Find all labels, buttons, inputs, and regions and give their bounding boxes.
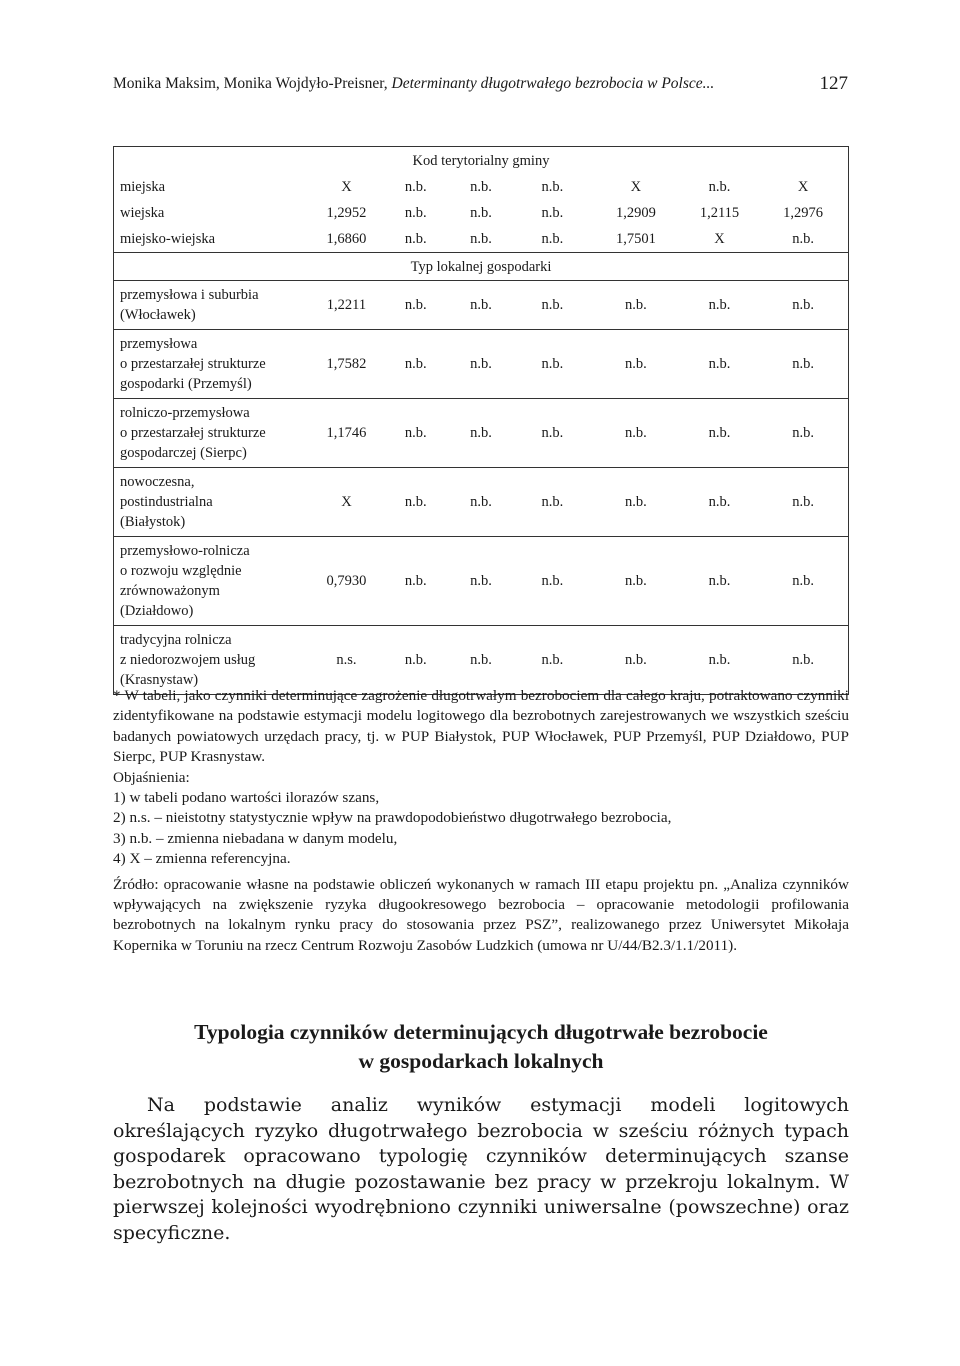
section-title: Kod terytorialny gminy — [114, 147, 849, 175]
table-cell: n.b. — [470, 205, 492, 221]
table-row — [114, 226, 849, 253]
section-heading-line: w gospodarkach lokalnych — [358, 1049, 604, 1073]
table-cell: n.b. — [758, 281, 848, 330]
table-cell: n.b. — [681, 537, 758, 626]
table-cell: 1,6860 — [326, 231, 367, 247]
table-cell: n.b. — [514, 330, 591, 399]
table-cell: n.b. — [383, 468, 448, 537]
table-cell: n.b. — [591, 399, 681, 468]
table-cell: n.b. — [681, 399, 758, 468]
table-section-header — [114, 253, 849, 281]
table-cell: X — [310, 468, 383, 537]
table-cell: n.b. — [383, 330, 448, 399]
table-cell: 0,7930 — [310, 537, 383, 626]
table-cell: 1,2976 — [783, 205, 824, 221]
table-cell: n.b. — [470, 179, 492, 195]
row-label: rolniczo-przemysłowa o przestarzałej strukturze gospodarczej (Sierpc) — [114, 399, 310, 468]
row-label: przemysłowa i suburbia (Włocławek) — [114, 281, 310, 330]
table-row — [114, 399, 849, 468]
table-cell: n.b. — [514, 468, 591, 537]
table-cell: n.b. — [591, 281, 681, 330]
table-cell: n.b. — [681, 281, 758, 330]
header-article-title: Determinanty długotrwałego bezrobocia w Polsce... — [391, 75, 715, 92]
page-number: 127 — [819, 73, 848, 94]
table-cell: n.b. — [383, 399, 448, 468]
table-cell: X — [341, 179, 352, 195]
table-cell: 1,7501 — [615, 231, 656, 247]
row-label: wiejska — [120, 205, 165, 221]
table-cell: 1,2952 — [326, 205, 367, 221]
table-cell: n.b. — [383, 281, 448, 330]
table-cell: n.b. — [448, 537, 513, 626]
table-row — [114, 537, 849, 626]
table-cell: n.b. — [792, 231, 814, 247]
results-table — [113, 146, 849, 695]
table-cell: n.b. — [404, 205, 427, 221]
table-cell: 1,2211 — [310, 281, 383, 330]
table-cell: X — [797, 179, 809, 195]
table-cell: 1,2909 — [615, 205, 656, 221]
table-cell: n.s. — [310, 626, 383, 695]
table-notes — [113, 686, 849, 956]
table-cell: n.b. — [404, 179, 427, 195]
section-heading — [113, 1018, 849, 1076]
table-cell: n.b. — [541, 179, 564, 195]
table-cell: n.b. — [383, 537, 448, 626]
explanation-item: 4) X – zmienna referencyjna. — [113, 850, 291, 868]
table-cell: n.b. — [758, 626, 848, 695]
table-cell: n.b. — [591, 468, 681, 537]
table-cell: X — [630, 179, 642, 195]
table-row — [114, 281, 849, 330]
table-row — [114, 468, 849, 537]
table-cell: n.b. — [404, 231, 427, 247]
table-row — [114, 330, 849, 399]
table-row — [114, 174, 849, 200]
table-cell: n.b. — [708, 179, 731, 195]
table-cell: n.b. — [383, 626, 448, 695]
section-heading-line: Typologia czynników determinujących długotrwałe bezrobocie — [194, 1020, 768, 1044]
explanation-item: 1) w tabeli podano wartości ilorazów szans, — [113, 789, 380, 807]
table-row — [114, 626, 849, 695]
body-paragraph: Na podstawie analiz wyników estymacji modeli logitowych określających ryzyko długotrwałego bezrobocia w sześciu różnych typach gospodarek opracowano typologię czynników determinujących szanse bezrobotnych na długie pozostawanie bez pracy w przekroju lokalnym. W pierwszej kolejności wyodrębniono czynniki uniwersalne (powszechne) oraz specyficzne. — [113, 1094, 849, 1244]
table-cell: n.b. — [514, 281, 591, 330]
source-note: Źródło: opracowanie własne na podstawie obliczeń wykonanych w ramach III etapu projektu pn. „Analiza czynników wpływających na zwiększenie ryzyka długookresowego bezrobocia – opracowanie metodologii profilowania bezrobotnych na lokalnym rynku pracy do stosowania przez PSZ”, realizowanego przez Uniwersytet Mikołaja Kopernika w Toruniu na rzecz Centrum Rozwoju Zasobów Ludzkich (umowa nr U/44/B2.3/1.1/2011). — [113, 875, 849, 954]
row-label: przemysłowa o przestarzałej strukturze gospodarki (Przemyśl) — [114, 330, 310, 399]
table-cell: n.b. — [448, 626, 513, 695]
table-cell: n.b. — [541, 205, 564, 221]
table-cell: n.b. — [448, 330, 513, 399]
row-label: przemysłowo-rolnicza o rozwoju względnie zrównoważonym (Działdowo) — [114, 537, 310, 626]
running-header — [113, 70, 848, 98]
table-cell: n.b. — [470, 231, 492, 247]
table-cell: n.b. — [514, 399, 591, 468]
table-cell: n.b. — [591, 537, 681, 626]
authors-text: Monika Maksim, Monika Wojdyło-Preisner, — [113, 75, 392, 92]
table-cell: n.b. — [591, 626, 681, 695]
row-label: tradycyjna rolnicza z niedorozwojem usług (Krasnystaw) — [114, 626, 310, 695]
table-section-header — [114, 147, 849, 175]
table-cell: n.b. — [448, 281, 513, 330]
table-cell: n.b. — [541, 231, 564, 247]
table-cell: X — [714, 231, 725, 247]
footnote: * W tabeli, jako czynniki determinujące zagrożenie długotrwałym bezrobociem dla całego kraju, potraktowano czynniki zidentyfikowane na podstawie estymacji modelu logitowego dla bezrobotnych zarejestrowanych we wszystkich sześciu badanych powiatowych urzędach pracy, tj. w PUP Białystok, PUP Włocławek, PUP Przemyśl, PUP Działdowo, PUP Sierpc, PUP Krasnystaw. — [113, 687, 849, 766]
explanation-item: 2) n.s. – nieistotny statystycznie wpływ na prawdopodobieństwo długotrwałego bezrobocia, — [113, 809, 672, 827]
table-cell: n.b. — [758, 537, 848, 626]
section-title: Typ lokalnej gospodarki — [114, 253, 849, 281]
table-cell: 1,2115 — [699, 205, 740, 221]
row-label: nowoczesna, postindustrialna (Białystok) — [114, 468, 310, 537]
table-cell: n.b. — [514, 537, 591, 626]
table-cell: 1,1746 — [310, 399, 383, 468]
row-label: miejsko-wiejska — [120, 231, 216, 247]
table-cell: n.b. — [758, 399, 848, 468]
table-cell: n.b. — [514, 626, 591, 695]
table-cell: n.b. — [681, 330, 758, 399]
table-cell: n.b. — [681, 468, 758, 537]
explanations-title: Objaśnienia: — [113, 768, 190, 786]
table-cell: n.b. — [681, 626, 758, 695]
table-cell: 1,7582 — [310, 330, 383, 399]
table-row — [114, 200, 849, 226]
table-cell: n.b. — [591, 330, 681, 399]
explanation-item: 3) n.b. – zmienna niebadana w danym modelu, — [113, 829, 398, 847]
table-cell: n.b. — [448, 468, 513, 537]
table-cell: n.b. — [758, 330, 848, 399]
table-cell: n.b. — [758, 468, 848, 537]
table-cell: n.b. — [448, 399, 513, 468]
header-authors — [113, 70, 714, 98]
row-label: miejska — [120, 179, 166, 195]
